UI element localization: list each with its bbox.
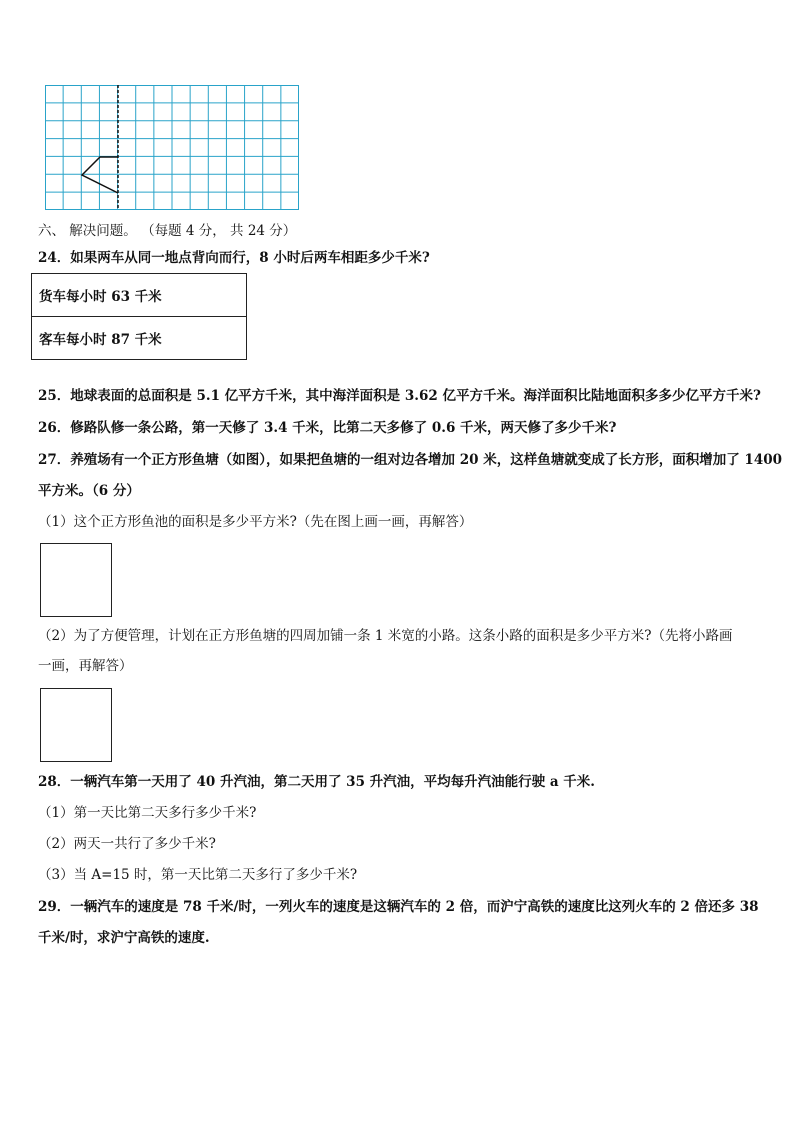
question-27-sub2-line2: 一画，再解答） — [38, 658, 133, 674]
question-24: 24．如果两车从同一地点背向而行，8 小时后两车相距多少千米? — [38, 250, 430, 266]
question-28-sub1: （1）第一天比第二天多行多少千米? — [38, 805, 257, 821]
square-pond-figure-2 — [40, 688, 112, 762]
table-row — [32, 274, 247, 317]
question-26: 26．修路队修一条公路，第一天修了 3.4 千米，比第二天多修了 0.6 千米，两天修了多少千米? — [38, 420, 617, 436]
question-27-sub2-line1: （2）为了方便管理，计划在正方形鱼塘的四周加铺一条 1 米宽的小路。这条小路的面积是多少平方米?（先将小路画 — [38, 628, 733, 644]
question-28-sub3: （3）当 A=15 时，第一天比第二天多行了多少千米? — [38, 867, 358, 883]
section-heading: 六、 解决问题。 （每题 4 分， 共 24 分） — [38, 223, 297, 239]
table-cell: 客车每小时 87 千米 — [32, 317, 247, 360]
question-29-line1: 29．一辆汽车的速度是 78 千米/时，一列火车的速度是这辆汽车的 2 倍，而沪宁高铁的速度比这列火车的 2 倍还多 38 — [38, 899, 759, 915]
partial-shape — [82, 157, 118, 193]
table-row — [32, 317, 247, 360]
question-25: 25．地球表面的总面积是 5.1 亿平方千米，其中海洋面积是 3.62 亿平方千米。海洋面积比陆地面积多多少亿平方千米? — [38, 388, 761, 404]
question-27-line1: 27．养殖场有一个正方形鱼塘（如图），如果把鱼塘的一组对边各增加 20 米，这样鱼塘就变成了长方形，面积增加了 1400 — [38, 452, 782, 468]
grid-svg — [45, 85, 299, 210]
square-pond-figure-1 — [40, 543, 112, 617]
speed-table — [31, 273, 247, 360]
question-27-sub1: （1）这个正方形鱼池的面积是多少平方米?（先在图上画一画，再解答） — [38, 514, 473, 530]
question-29-line2: 千米/时，求沪宁高铁的速度. — [38, 930, 210, 946]
question-28-sub2: （2）两天一共行了多少千米? — [38, 836, 216, 852]
question-28: 28．一辆汽车第一天用了 40 升汽油，第二天用了 35 升汽油，平均每升汽油能行驶 a 千米. — [38, 774, 596, 790]
table-cell: 货车每小时 63 千米 — [32, 274, 247, 317]
question-27-line2: 平方米。（6 分） — [38, 483, 140, 499]
symmetry-grid — [45, 85, 299, 210]
